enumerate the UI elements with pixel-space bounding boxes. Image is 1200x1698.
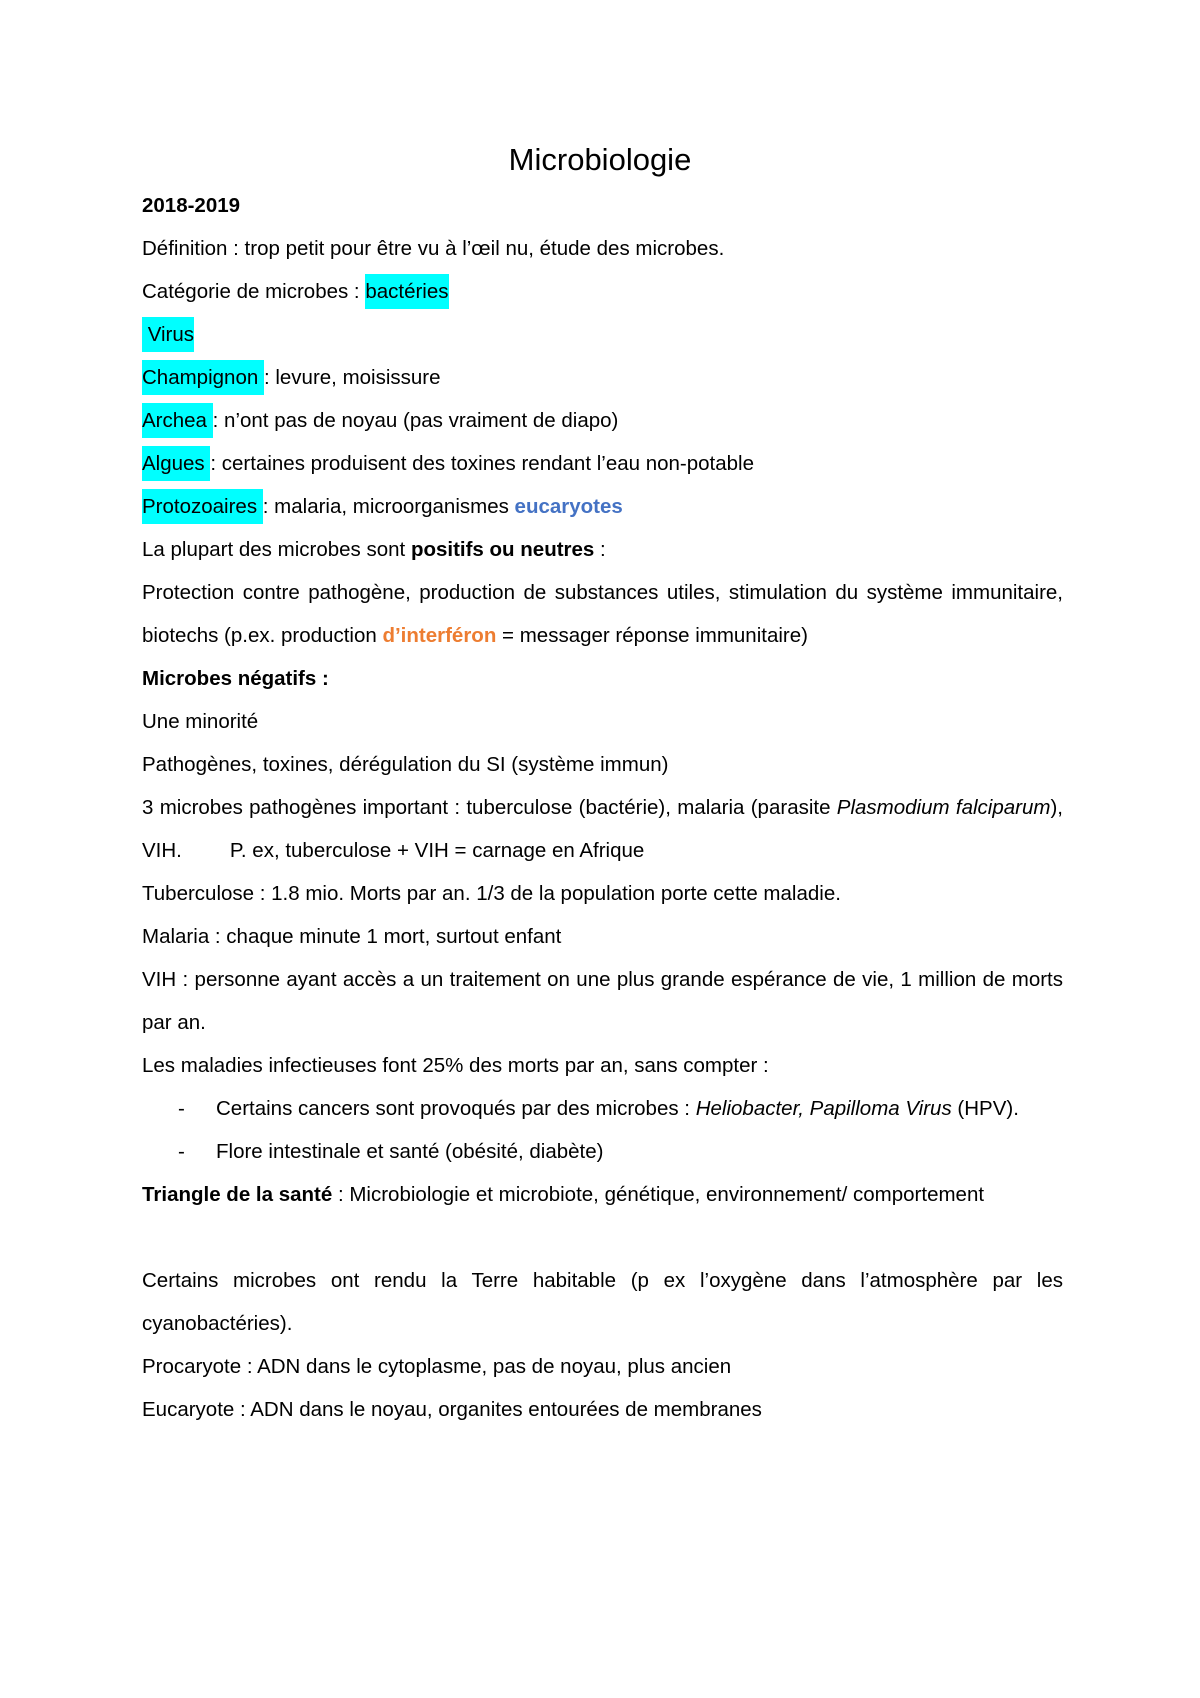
eucaryotes-term: eucaryotes [514, 495, 623, 518]
bullet1-text-b: (HPV). [951, 1097, 1019, 1120]
malaria-line: Malaria : chaque minute 1 mort, surtout enfant [142, 925, 562, 948]
triangle-text: : Microbiologie et microbiote, génétique, environnement/ comportement [332, 1183, 985, 1206]
procaryote-line: Procaryote : ADN dans le cytoplasme, pas de noyau, plus ancien [142, 1355, 732, 1378]
triangle-paragraph [142, 1173, 1063, 1216]
page-title: Microbiologie [508, 142, 692, 177]
trois-microbes-paragraph [142, 786, 1063, 872]
virus-line [142, 313, 1063, 356]
vih-paragraph: VIH : personne ayant accès a un traitement on une plus grande espérance de vie, 1 million de morts par an. [142, 968, 1063, 1034]
trois-text-b: ), VIH. [142, 796, 1063, 862]
bacteries-highlight: bactéries [365, 274, 448, 309]
archea-highlight: Archea [142, 403, 213, 438]
plupart-bold: positifs ou neutres [410, 538, 595, 561]
blank-line [142, 1216, 1063, 1259]
trois-text-c: P. ex, tuberculose + VIH = carnage en Afrique [229, 839, 645, 862]
triangle-bold: Triangle de la santé [142, 1183, 333, 1206]
eucaryote-line: Eucaryote : ADN dans le noyau, organites entourées de membranes [142, 1398, 762, 1421]
algues-line [142, 442, 1063, 485]
categorie-prefix: Catégorie de microbes : [142, 280, 366, 303]
bullet-dash: - [178, 1097, 185, 1120]
bullet1-text-a: Certains cancers sont provoqués par des microbes : [216, 1097, 696, 1120]
bullet-item-cancers [142, 1087, 1063, 1130]
protection-text-b: = messager réponse immunitaire) [496, 624, 808, 647]
archea-line [142, 399, 1063, 442]
definition-line: Définition : trop petit pour être vu à l’œil nu, étude des microbes. [142, 237, 725, 260]
heliobacter-term: Heliobacter, Papilloma Virus [695, 1097, 952, 1120]
archea-text: : n’ont pas de noyau (pas vraiment de diapo) [212, 409, 619, 432]
year-heading: 2018-2019 [142, 194, 241, 217]
protozoaires-line [142, 485, 1063, 528]
negatifs-heading: Microbes négatifs : [142, 667, 329, 690]
plasmodium-term: Plasmodium falciparum [836, 796, 1051, 819]
champignon-line [142, 356, 1063, 399]
terre-paragraph: Certains microbes ont rendu la Terre habitable (p ex l’oxygène dans l’atmosphère par les cyanobactéries). [142, 1269, 1063, 1335]
document-body [142, 184, 1063, 1431]
algues-text: : certaines produisent des toxines rendant l’eau non-potable [210, 452, 755, 475]
bullet2-text: Flore intestinale et santé (obésité, diabète) [216, 1140, 604, 1163]
bullet-item-flore [142, 1130, 1063, 1173]
champignon-text: : levure, moisissure [263, 366, 441, 389]
algues-highlight: Algues [142, 446, 210, 481]
bullet-dash: - [178, 1140, 185, 1163]
pathogenes-line: Pathogènes, toxines, dérégulation du SI (système immun) [142, 753, 669, 776]
plupart-suffix: : [594, 538, 606, 561]
protection-paragraph [142, 571, 1063, 657]
minorite-line: Une minorité [142, 710, 259, 733]
plupart-line [142, 528, 1063, 571]
trois-text-a: 3 microbes pathogènes important : tuberculose (bactérie), malaria (parasite [142, 796, 837, 819]
plupart-prefix: La plupart des microbes sont [142, 538, 411, 561]
categorie-line [142, 270, 1063, 313]
interferon-term: d’interféron [382, 624, 497, 647]
protection-text-a: Protection contre pathogène, production de substances utiles, stimulation du système immunitaire, biotechs (p.ex. production [142, 581, 1063, 647]
virus-highlight: Virus [142, 317, 194, 352]
champignon-highlight: Champignon [142, 360, 264, 395]
tuberculose-line: Tuberculose : 1.8 mio. Morts par an. 1/3 de la population porte cette maladie. [142, 882, 841, 905]
protozoaires-text: : malaria, microorganismes [262, 495, 515, 518]
protozoaires-highlight: Protozoaires [142, 489, 263, 524]
maladies-line: Les maladies infectieuses font 25% des morts par an, sans compter : [142, 1054, 769, 1077]
